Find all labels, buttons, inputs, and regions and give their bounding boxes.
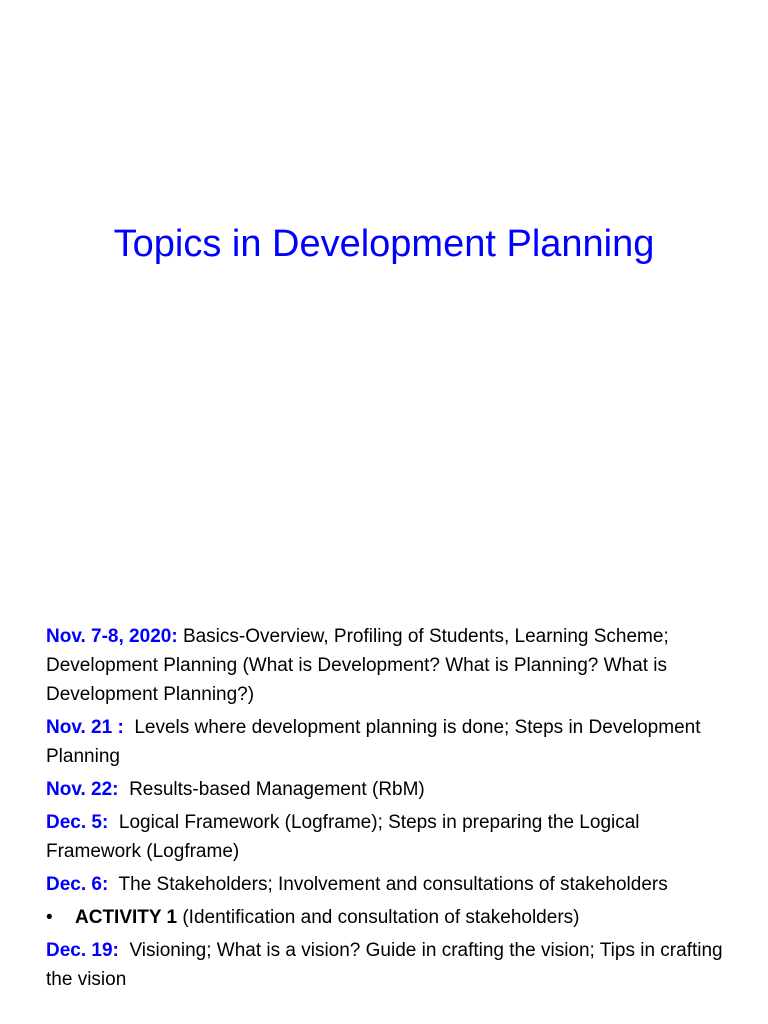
entry-date: Dec. 6: <box>46 874 109 895</box>
entry-date: Nov. 22: <box>46 779 119 800</box>
entry-text: Levels where development planning is done; Steps in Development Planning <box>46 717 701 767</box>
entry-text: The Stakeholders; Involvement and consultations of stakeholders <box>118 874 668 895</box>
entry-text: Results-based Management (RbM) <box>129 779 425 800</box>
schedule-entry <box>46 622 726 709</box>
bullet-icon: • <box>46 907 53 928</box>
entry-date: Dec. 19: <box>46 940 119 961</box>
schedule-entry <box>46 936 726 994</box>
entry-text: Basics-Overview, Profiling of Students, Learning Scheme; Development Planning (What is Development? What is Planning? What is Development Planning?) <box>46 626 669 705</box>
entry-text: Logical Framework (Logframe); Steps in preparing the Logical Framework (Logframe) <box>46 812 640 862</box>
schedule-entry <box>46 713 726 771</box>
entry-text: Visioning; What is a vision? Guide in crafting the vision; Tips in crafting the vision <box>46 940 723 990</box>
entry-date: Nov. 7-8, 2020: <box>46 626 178 647</box>
schedule-entry <box>46 870 726 899</box>
activity-label: ACTIVITY 1 <box>75 907 178 928</box>
activity-bullet <box>46 903 726 932</box>
activity-text: (Identification and consultation of stakeholders) <box>182 907 580 928</box>
schedule-entry <box>46 808 726 866</box>
schedule-entry <box>46 775 726 804</box>
entry-date: Dec. 5: <box>46 812 109 833</box>
schedule-list <box>46 622 726 998</box>
slide-title: Topics in Development Planning <box>113 223 655 265</box>
entry-date: Nov. 21 : <box>46 717 124 738</box>
